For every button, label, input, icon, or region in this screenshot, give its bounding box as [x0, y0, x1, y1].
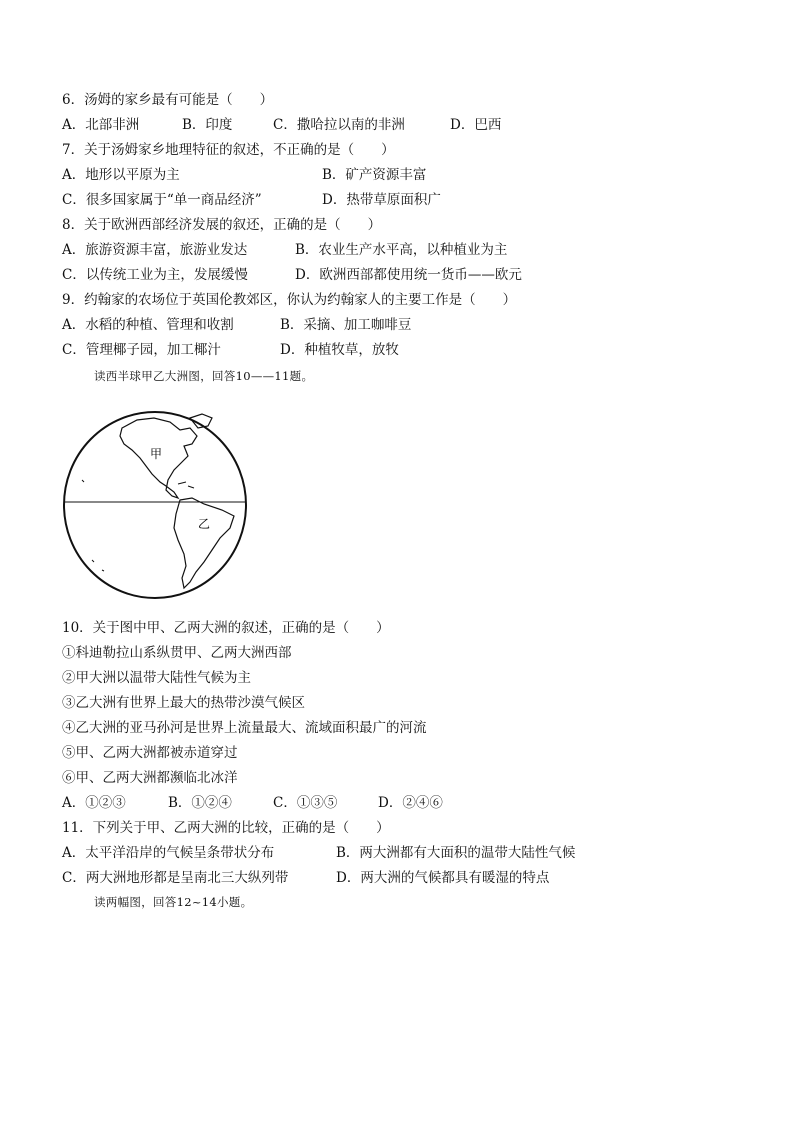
- q10-option-a: A．①②③: [62, 795, 126, 811]
- q7-option-b: B．矿产资源丰富: [322, 167, 427, 183]
- q10-item-1: ①科迪勒拉山系纵贯甲、乙两大洲西部: [62, 645, 292, 661]
- q10-item-6: ⑥甲、乙两大洲都濒临北冰洋: [62, 770, 238, 786]
- q8-option-a: A．旅游资源丰富，旅游业发达: [62, 242, 248, 258]
- q8-stem: 8．关于欧洲西部经济发展的叙还，正确的是（ ）: [62, 217, 382, 233]
- q7-option-c: C．很多国家属于“单一商品经济”: [62, 192, 262, 208]
- q9-option-a: A．水稻的种植、管理和收割: [62, 317, 234, 333]
- q8-option-b: B．农业生产水平高，以种植业为主: [295, 242, 508, 258]
- q10-item-4: ④乙大洲的亚马孙河是世界上流量最大、流域面积最广的河流: [62, 720, 427, 736]
- western-hemisphere-map: [62, 410, 248, 600]
- q10-item-2: ②甲大洲以温带大陆性气候为主: [62, 670, 251, 686]
- q10-option-c: C．①③⑤: [273, 795, 338, 811]
- map-instruction: 读西半球甲乙大洲图，回答10——11题。: [94, 369, 314, 383]
- q11-option-a: A．太平洋沿岸的气候呈条带状分布: [62, 845, 275, 861]
- label-yi: 乙: [198, 517, 211, 531]
- q10-option-b: B．①②④: [168, 795, 232, 811]
- q9-option-b: B．采摘、加工咖啡豆: [280, 317, 412, 333]
- q8-option-d: D．欧洲西部都使用统一货币——欧元: [295, 267, 522, 283]
- q8-option-c: C．以传统工业为主，发展缓慢: [62, 267, 248, 283]
- q7-option-d: D．热带草原面积广: [322, 192, 441, 208]
- q6-option-c: C．撒哈拉以南的非洲: [273, 117, 405, 133]
- q11-option-c: C．两大洲地形都是呈南北三大纵列带: [62, 870, 289, 886]
- q7-option-a: A．地形以平原为主: [62, 167, 180, 183]
- q6-stem: 6．汤姆的家乡最有可能是（ ）: [62, 92, 274, 108]
- q10-stem: 10．关于图中甲、乙两大洲的叙述，正确的是（ ）: [62, 620, 390, 636]
- q6-option-b: B．印度: [182, 117, 233, 133]
- q6-option-a: A．北部非洲: [62, 117, 140, 133]
- figure-instruction: 读两幅图，回答12~14小题。: [94, 895, 253, 909]
- q10-item-3: ③乙大洲有世界上最大的热带沙漠气候区: [62, 695, 305, 711]
- label-jia: 甲: [150, 447, 163, 461]
- globe-outline: [64, 412, 246, 598]
- q6-option-d: D．巴西: [450, 117, 502, 133]
- q10-option-d: D．②④⑥: [378, 795, 443, 811]
- q11-stem: 11．下列关于甲、乙两大洲的比较，正确的是（ ）: [62, 820, 390, 836]
- q11-option-d: D．两大洲的气候都具有暖湿的特点: [336, 870, 550, 886]
- q9-stem: 9．约翰家的农场位于英国伦教郊区，你认为约翰家人的主要工作是（ ）: [62, 292, 517, 308]
- q11-option-b: B．两大洲都有大面积的温带大陆性气候: [336, 845, 576, 861]
- q10-item-5: ⑤甲、乙两大洲都被赤道穿过: [62, 745, 238, 761]
- q9-option-d: D．种植牧草，放牧: [280, 342, 399, 358]
- q7-stem: 7．关于汤姆家乡地理特征的叙述，不正确的是（ ）: [62, 142, 395, 158]
- q9-option-c: C．管理椰子园，加工椰汁: [62, 342, 221, 358]
